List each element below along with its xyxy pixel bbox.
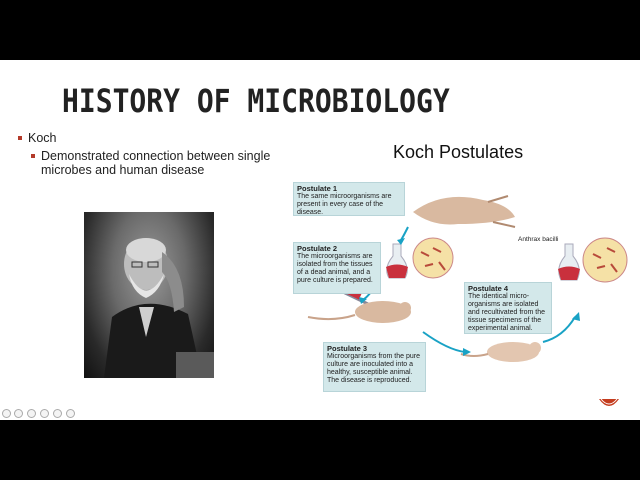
bullet-level1: [18, 131, 296, 145]
anthrax-bacilli-label: Anthrax bacilli: [518, 236, 559, 243]
postulate-1-heading: Postulate 1: [297, 184, 338, 193]
bullet-marker-icon: [31, 154, 35, 158]
more-options-icon[interactable]: [66, 409, 75, 418]
logo-icon: [598, 395, 620, 409]
pen-icon[interactable]: [27, 409, 36, 418]
zoom-icon[interactable]: [53, 409, 62, 418]
postulate-4-box: [464, 282, 552, 334]
bullet-marker-icon: [18, 136, 22, 140]
next-slide-icon[interactable]: [14, 409, 23, 418]
postulate-2-heading: Postulate 2: [297, 244, 338, 253]
bullet-list: [18, 131, 296, 177]
postulate-4-text: The identical micro-organisms are isolated and recultivated from the tissue specimens of the experimental animal.: [468, 293, 546, 332]
koch-postulates-diagram: [293, 182, 633, 397]
bullet-level2: [31, 149, 296, 177]
postulate-1-text: The same microorganisms are present in every case of the disease.: [297, 193, 392, 216]
postulate-3-heading: Postulate 3: [327, 344, 368, 353]
slide: [0, 60, 640, 420]
bullet-l1-text: Koch: [28, 131, 57, 145]
postulate-4-heading: Postulate 4: [468, 284, 509, 293]
koch-portrait: [84, 212, 214, 378]
postulate-1-box: [293, 182, 405, 216]
postulate-3-box: [323, 342, 426, 392]
bullet-l2-text: Demonstrated connection between single microbes and human disease: [41, 149, 271, 177]
slides-grid-icon[interactable]: [40, 409, 49, 418]
slide-title: HISTORY OF MICROBIOLOGY: [62, 82, 450, 120]
postulate-2-text: The microorganisms are isolated from the tissues of a dead animal, and a pure culture is prepared.: [297, 253, 373, 284]
diagram-title: Koch Postulates: [393, 142, 524, 162]
previous-slide-icon[interactable]: [2, 409, 11, 418]
postulate-3-text: Microorganisms from the pure culture are inoculated into a healthy, susceptible animal. The disease is reproduced.: [327, 353, 420, 384]
postulate-2-box: [293, 242, 381, 294]
